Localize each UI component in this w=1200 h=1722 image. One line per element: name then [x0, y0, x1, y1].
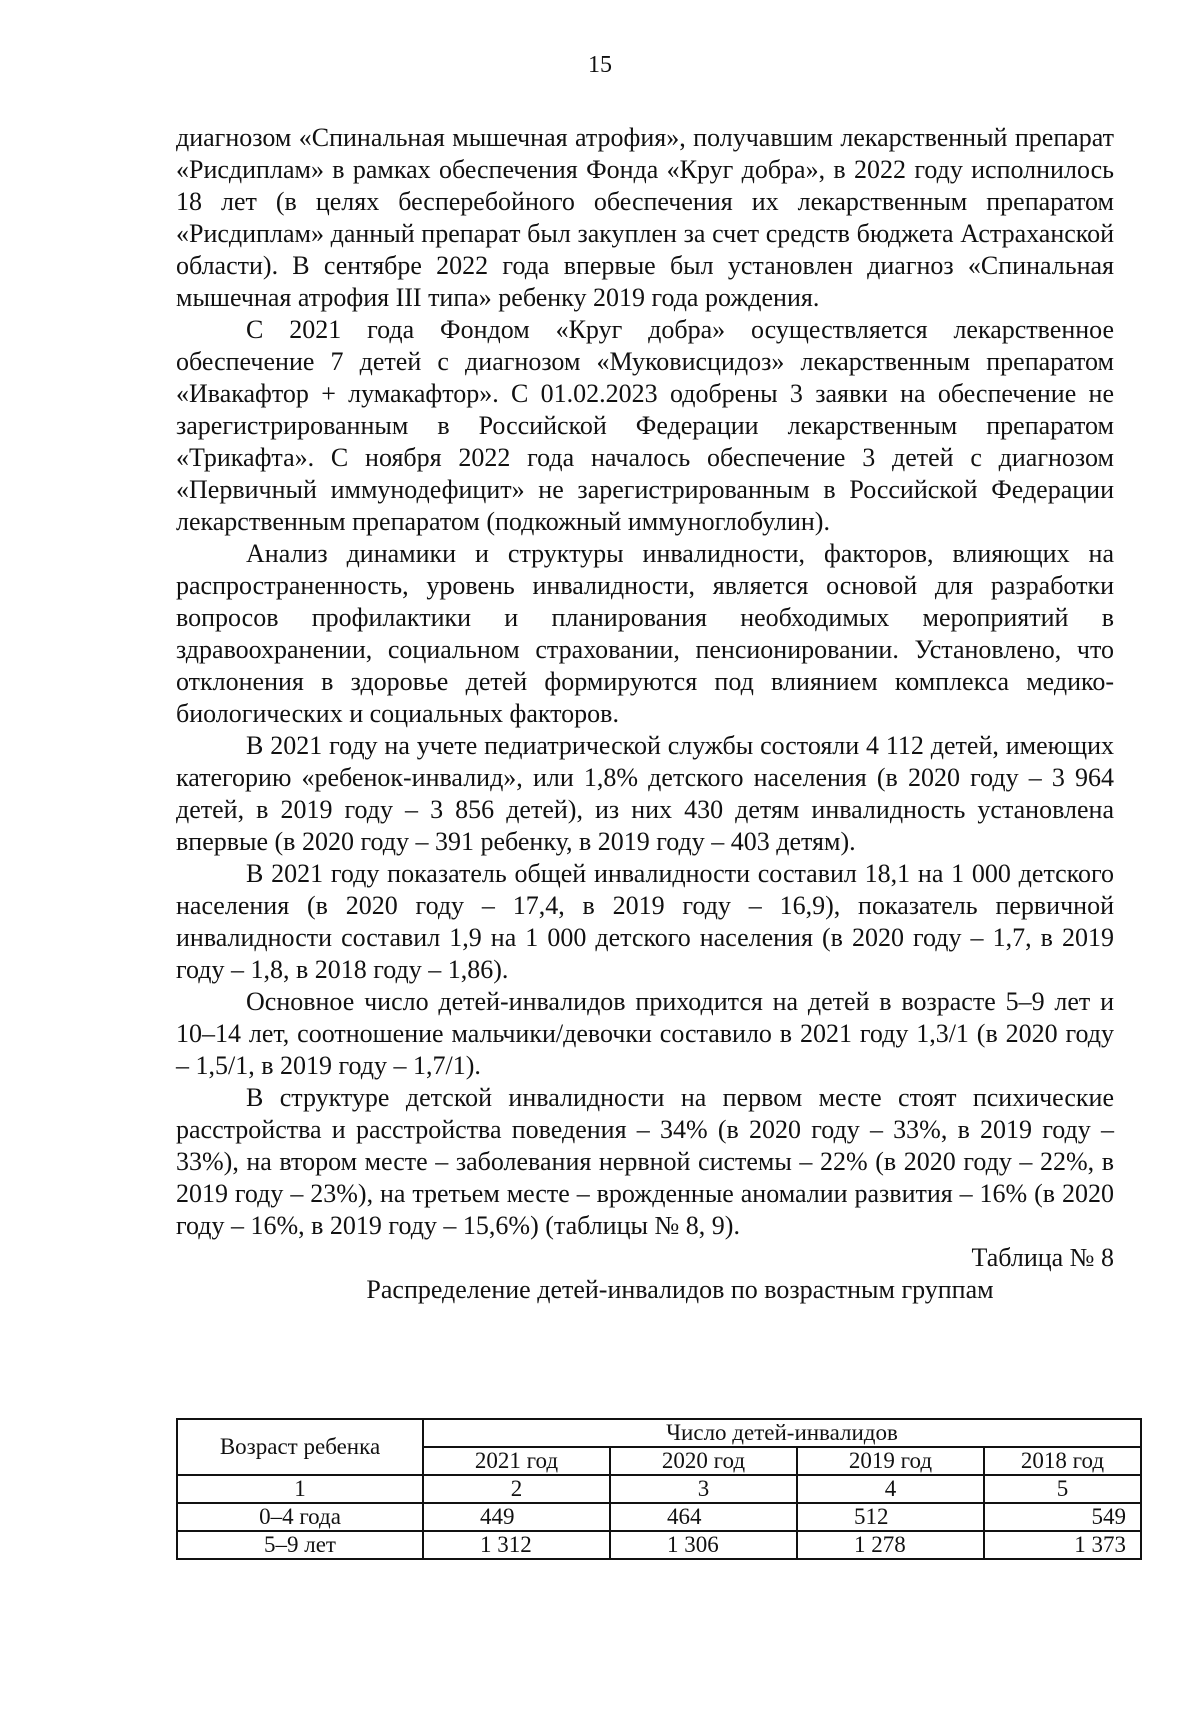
value-cell: 449	[423, 1503, 610, 1531]
header-year: 2021 год	[423, 1447, 610, 1475]
body-text	[176, 122, 1114, 1306]
table-column-number-row	[177, 1475, 1141, 1503]
disabled-children-age-table	[176, 1418, 1142, 1560]
value-cell: 1 312	[423, 1531, 610, 1559]
paragraph: С 2021 года Фондом «Круг добра» осуществляется лекарственное обеспечение 7 детей с диагнозом «Муковисцидоз» лекарственным препаратом «Ивакафтор + лумакафтор». С 01.02.2023 одобрены 3 заявки на обеспечение не зарегистрированным в Российской Федерации лекарственным препаратом «Трикафта». С ноября 2022 года началось обеспечение 3 детей с диагнозом «Первичный иммунодефицит» не зарегистрированным в Российской Федерации лекарственным препаратом (подкожный иммуноглобулин).	[176, 315, 1114, 536]
paragraph: В 2021 году на учете педиатрической службы состояли 4 112 детей, имеющих категорию «ребенок-инвалид», или 1,8% детского населения (в 2020 году – 3 964 детей, в 2019 году – 3 856 детей), из них 430 детям инвалидность установлена впервые (в 2020 году – 391 ребенку, в 2019 году – 403 детям).	[176, 731, 1114, 856]
column-number: 1	[177, 1475, 423, 1503]
header-year: 2018 год	[984, 1447, 1141, 1475]
paragraph: Основное число детей-инвалидов приходится на детей в возрасте 5–9 лет и 10–14 лет, соотношение мальчики/девочки составило в 2021 году 1,3/1 (в 2020 году – 1,5/1, в 2019 году – 1,7/1).	[176, 987, 1114, 1080]
header-group: Число детей-инвалидов	[423, 1419, 1141, 1447]
table-row	[177, 1503, 1141, 1531]
value-cell: 1 373	[984, 1531, 1141, 1559]
paragraph: Анализ динамики и структуры инвалидности, факторов, влияющих на распространенность, уровень инвалидности, является основой для разработки вопросов профилактики и планирования необходимых мероприятий в здравоохранении, социальном страховании, пенсионировании. Установлено, что отклонения в здоровье детей формируются под влиянием комплекса медико-биологических и социальных факторов.	[176, 539, 1114, 728]
column-number: 3	[610, 1475, 797, 1503]
paragraph: В 2021 году показатель общей инвалидности составил 18,1 на 1 000 детского населения (в 2020 году – 17,4, в 2019 году – 16,9), показатель первичной инвалидности составил 1,9 на 1 000 детского населения (в 2020 году – 1,7, в 2019 году – 1,8, в 2018 году – 1,86).	[176, 859, 1114, 984]
paragraph: диагнозом «Спинальная мышечная атрофия», получавшим лекарственный препарат «Рисдиплам» в рамках обеспечения Фонда «Круг добра», в 2022 году исполнилось 18 лет (в целях бесперебойного обеспечения их лекарственным препаратом «Рисдиплам» данный препарат был закуплен за счет средств бюджета Астраханской области). В сентябре 2022 года впервые был установлен диагноз «Спинальная мышечная атрофия III типа» ребенку 2019 года рождения.	[176, 123, 1114, 312]
header-age: Возраст ребенка	[177, 1419, 423, 1475]
table-title: Распределение детей-инвалидов по возрастным группам	[366, 1275, 994, 1304]
header-year: 2020 год	[610, 1447, 797, 1475]
column-number: 5	[984, 1475, 1141, 1503]
page-number: 15	[588, 52, 612, 78]
table-row	[177, 1531, 1141, 1559]
table-label: Таблица № 8	[971, 1243, 1114, 1272]
value-cell: 1 306	[610, 1531, 797, 1559]
age-cell: 5–9 лет	[177, 1531, 423, 1559]
value-cell: 549	[984, 1503, 1141, 1531]
table-header-row	[177, 1419, 1141, 1447]
value-cell: 464	[610, 1503, 797, 1531]
value-cell: 512	[797, 1503, 984, 1531]
age-cell: 0–4 года	[177, 1503, 423, 1531]
column-number: 4	[797, 1475, 984, 1503]
value-cell: 1 278	[797, 1531, 984, 1559]
column-number: 2	[423, 1475, 610, 1503]
paragraph: В структуре детской инвалидности на первом месте стоят психические расстройства и расстройства поведения – 34% (в 2020 году – 33%, в 2019 году – 33%), на втором месте – заболевания нервной системы – 22% (в 2020 году – 22%, в 2019 году – 23%), на третьем месте – врожденные аномалии развития – 16% (в 2020 году – 16%, в 2019 году – 15,6%) (таблицы № 8, 9).	[176, 1083, 1114, 1240]
header-year: 2019 год	[797, 1447, 984, 1475]
